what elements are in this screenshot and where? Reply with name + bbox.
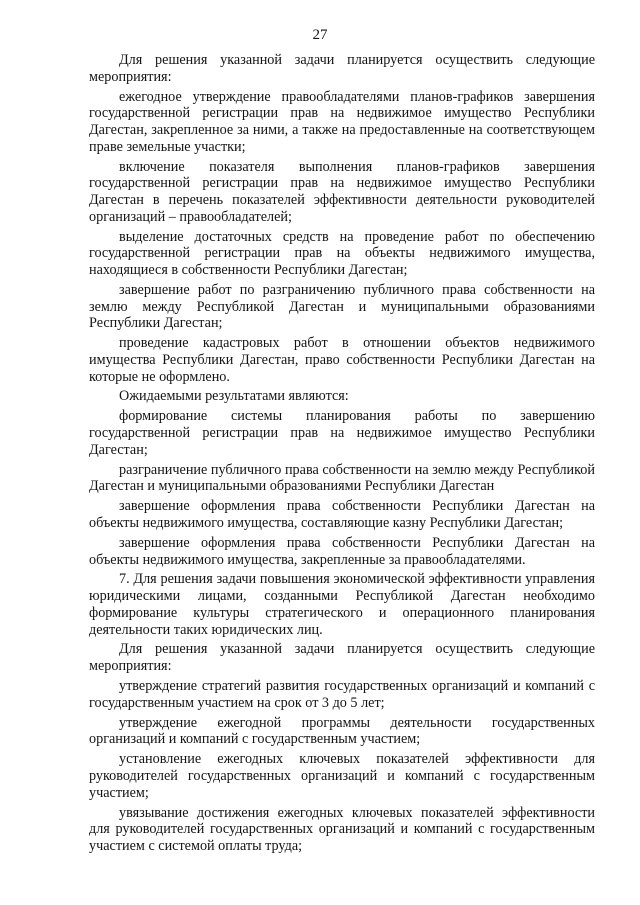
- paragraph: Для решения указанной задачи планируется осуществить следующие мероприятия:: [89, 52, 595, 85]
- paragraph: формирование системы планирования работы по завершению государственной регистрации прав на недвижимое имущество Республики Дагестан;: [89, 408, 595, 458]
- paragraph: проведение кадастровых работ в отношении объектов недвижимого имущества Республики Дагестан, право собственности Республики Дагестан на которые не оформлено.: [89, 335, 595, 385]
- paragraph: 7. Для решения задачи повышения экономической эффективности управления юридическими лицами, созданными Республикой Дагестан необходимо формирование культуры стратегического и операционного планирования деятельности таких юридических лиц.: [89, 571, 595, 638]
- paragraph: завершение оформления права собственности Республики Дагестан на объекты недвижимого имущества, закрепленные за правообладателями.: [89, 534, 595, 568]
- paragraph: завершение работ по разграничению публичного права собственности на землю между Республикой Дагестан и муниципальными образованиями Республики Дагестан;: [89, 281, 595, 332]
- paragraph: утверждение ежегодной программы деятельности государственных организаций и компаний с государственным участием;: [89, 714, 595, 748]
- paragraph: включение показателя выполнения планов-графиков завершения государственной регистрации прав на недвижимое имущество Республики Дагестан в перечень показателей эффективности деятельности руководителей организаций – правообладателей;: [89, 158, 595, 225]
- paragraph: завершение оформления права собственности Республики Дагестан на объекты недвижимого имущества, составляющие казну Республики Дагестан;: [89, 498, 595, 531]
- document-body: [89, 52, 595, 858]
- paragraph: увязывание достижения ежегодных ключевых показателей эффективности для руководителей государственных организаций и компаний с государственным участием с системой оплаты труда;: [89, 804, 595, 854]
- paragraph: утверждение стратегий развития государственных организаций и компаний с государственным участием на срок от 3 до 5 лет;: [89, 678, 595, 711]
- paragraph: установление ежегодных ключевых показателей эффективности для руководителей государственных организаций и компаний с государственным участием;: [89, 751, 595, 801]
- paragraph: разграничение публичного права собственности на землю между Республикой Дагестан и муниципальными образованиями Республики Дагестан: [89, 461, 595, 495]
- paragraph: Для решения указанной задачи планируется осуществить следующие мероприятия:: [89, 641, 595, 675]
- paragraph: выделение достаточных средств на проведение работ по обеспечению государственной регистрации прав на объекты недвижимого имущества, находящиеся в собственности Республики Дагестан;: [89, 228, 595, 278]
- page-number: 27: [312, 27, 328, 43]
- paragraph: Ожидаемыми результатами являются:: [119, 388, 349, 405]
- paragraph: ежегодное утверждение правообладателями планов-графиков завершения государственной регистрации прав на недвижимое имущество Республики Дагестан, закрепленное за ними, а также на предоставленные на соответствующем праве земельные участки;: [89, 88, 595, 155]
